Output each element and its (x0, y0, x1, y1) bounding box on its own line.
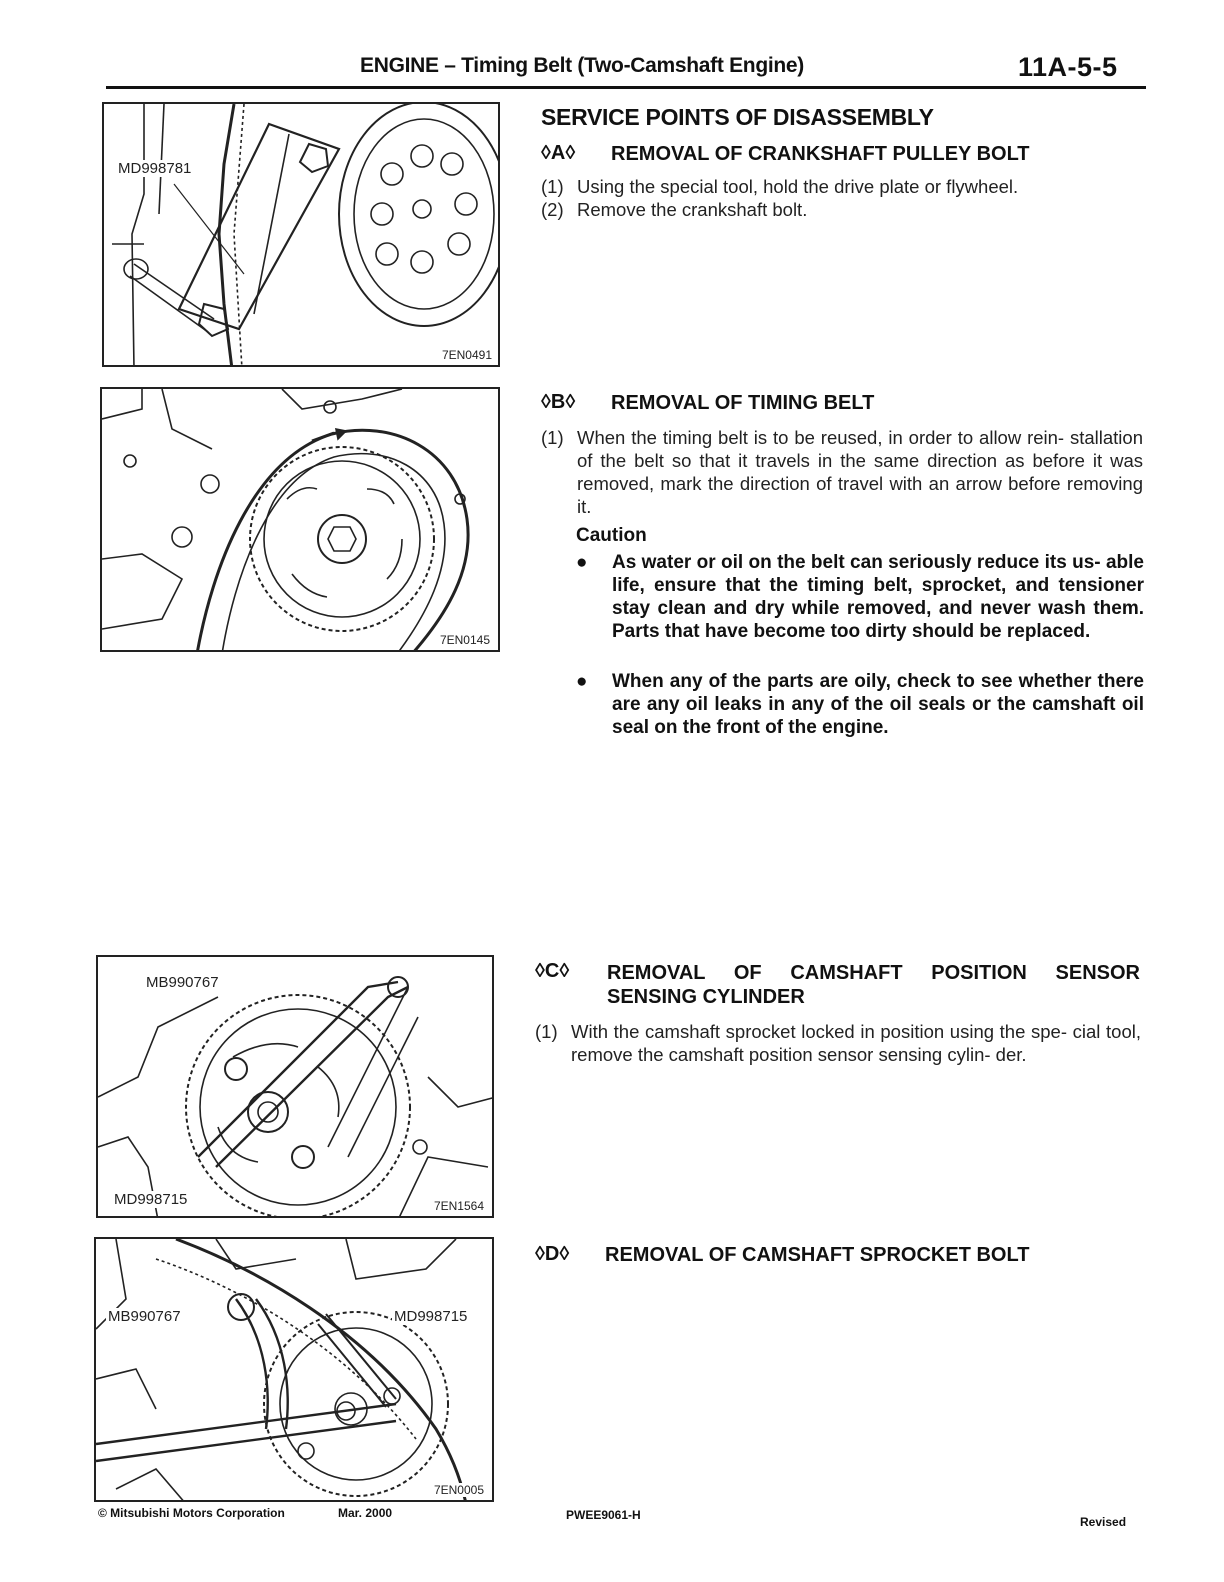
figure-tool-label: MD998715 (394, 1308, 468, 1325)
service-point-marker: ◊D◊ (535, 1243, 570, 1265)
footer-date: Mar. 2000 (338, 1506, 393, 1520)
step-item (541, 426, 1145, 521)
figure-camshaft-position-sensor (96, 955, 494, 1218)
figure-tool-label: MB990767 (146, 974, 219, 991)
footer-doc-code: PWEE9061-H (566, 1508, 641, 1522)
page-header-title: ENGINE – Timing Belt (Two-Camshaft Engine) (360, 54, 804, 77)
caution-bullet (576, 551, 1144, 667)
step-text: Using the special tool, hold the drive plate or flywheel. (577, 176, 1019, 197)
step-item (541, 175, 1141, 198)
caution-text: As water or oil on the belt can seriously reduce its us- able life, ensure that the timing belt, sprocket, and tensioner stay clean and dry while removed, and never wash them. Parts that have become too dirty should be replaced. (612, 552, 1144, 642)
step-number: (1) (541, 176, 564, 197)
caution-heading: Caution (576, 525, 647, 546)
header-rule (106, 86, 1146, 89)
figure-crankshaft-pulley (102, 102, 500, 367)
crankshaft-pulley-illustration (104, 104, 500, 367)
figure-code: 7EN1564 (433, 1199, 484, 1213)
service-point-title: REMOVAL OF TIMING BELT (611, 392, 875, 414)
camshaft-sprocket-illustration (96, 1239, 494, 1502)
step-number: (2) (541, 199, 564, 220)
service-point-title-cont: SENSING CYLINDER (607, 986, 805, 1008)
service-point-marker: ◊B◊ (541, 391, 576, 413)
caution-bullet (576, 670, 1144, 740)
service-point-title: REMOVAL OF CAMSHAFT SPROCKET BOLT (605, 1244, 1030, 1266)
figure-code: 7EN0145 (439, 633, 490, 647)
camshaft-sensor-illustration (98, 957, 494, 1218)
step-text: Remove the crankshaft bolt. (577, 199, 808, 220)
bullet-dot: ● (576, 552, 588, 573)
figure-timing-belt (100, 387, 500, 652)
figure-camshaft-sprocket-bolt (94, 1237, 494, 1502)
footer-status: Revised (1080, 1515, 1127, 1529)
service-point-title: REMOVAL OF CRANKSHAFT PULLEY BOLT (611, 143, 1030, 165)
step-number: (1) (535, 1021, 558, 1042)
step-text: With the camshaft sprocket locked in position using the spe- cial tool, remove the camshaft position sensor sensing cylin- der. (571, 1021, 1141, 1065)
step-item (541, 198, 1141, 221)
figure-tool-label: MD998781 (118, 160, 192, 177)
caution-text: When any of the parts are oily, check to see whether there are any oil leaks in any of the oil seals or the camshaft oil seal on the front of the engine. (612, 671, 1144, 738)
timing-belt-illustration (102, 389, 500, 652)
figure-tool-label: MD998715 (114, 1191, 188, 1208)
service-point-title: REMOVAL OF CAMSHAFT POSITION SENSOR (607, 962, 1140, 984)
service-point-marker: ◊C◊ (535, 960, 570, 982)
section-title: SERVICE POINTS OF DISASSEMBLY (541, 104, 934, 130)
figure-code: 7EN0491 (441, 348, 492, 362)
page-number: 11A-5-5 (1018, 52, 1118, 82)
figure-code: 7EN0005 (433, 1483, 484, 1497)
step-number: (1) (541, 427, 564, 448)
bullet-dot: ● (576, 671, 588, 692)
step-text: When the timing belt is to be reused, in order to allow rein- stallation of the belt so that it travels in the same direction as before it was removed, mark the direction of travel with an arrow before removing it. (577, 427, 1143, 517)
service-point-marker: ◊A◊ (541, 142, 576, 164)
figure-tool-label: MB990767 (108, 1308, 181, 1325)
step-item (535, 1020, 1140, 1092)
footer-copyright: © Mitsubishi Motors Corporation (98, 1506, 285, 1520)
